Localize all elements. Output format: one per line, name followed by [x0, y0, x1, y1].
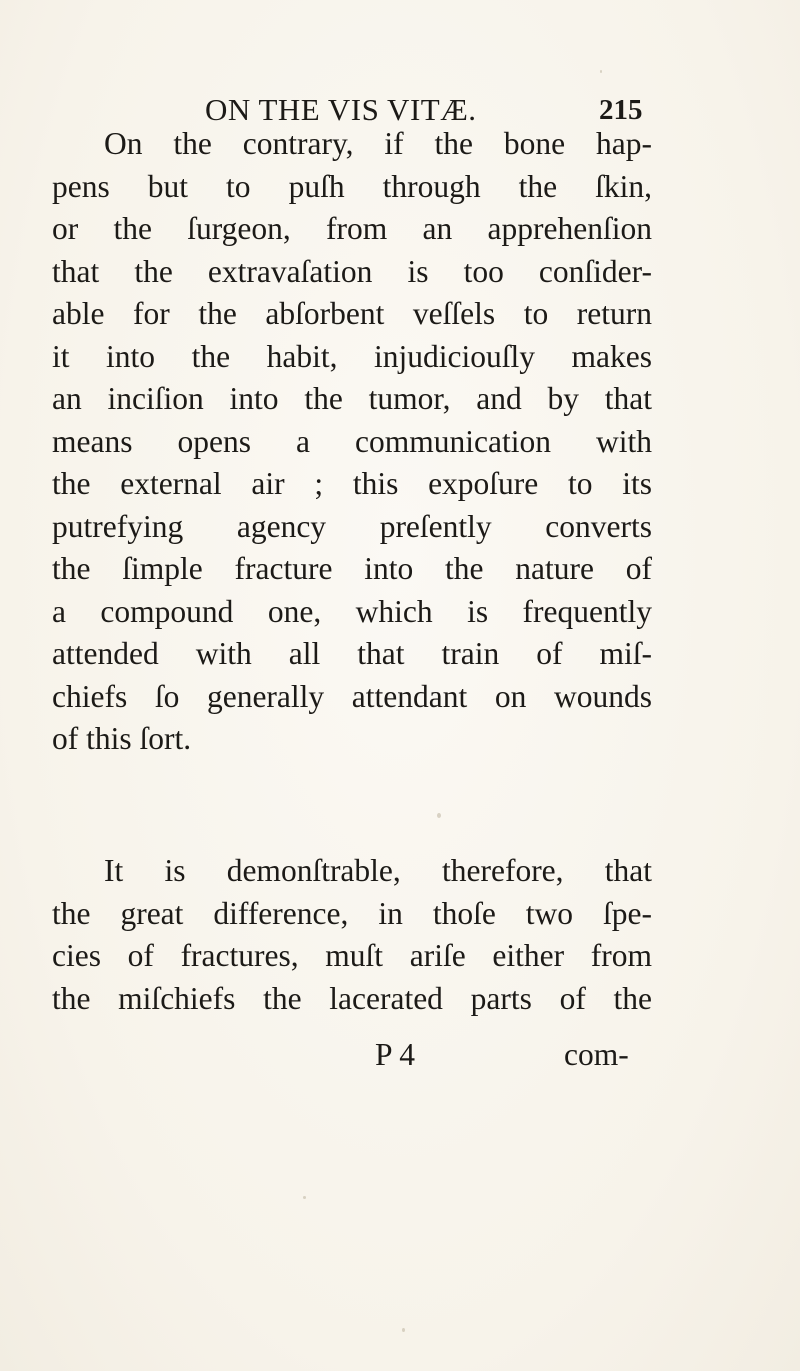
paragraph-2: [52, 850, 652, 1020]
text-line: the great difference, in thoſe two ſpe-: [52, 895, 652, 931]
text-line: It is demonſtrable, therefore, that: [104, 853, 652, 888]
text-line: it into the habit, injudiciouſly makes: [52, 338, 652, 374]
text-line: a compound one, which is frequently: [52, 593, 652, 629]
signature-mark: P 4: [375, 1037, 415, 1072]
catchline: [0, 1037, 800, 1081]
text-line: attended with all that train of miſ-: [52, 636, 652, 671]
catchword: com-: [564, 1037, 629, 1072]
paper-speck: [402, 1328, 405, 1332]
text-line: cies of fractures, muſt ariſe either from: [52, 938, 652, 973]
running-head: ON THE VIS VITÆ.: [205, 92, 477, 127]
text-line: On the contrary, if the bone hap-: [104, 126, 652, 161]
text-line: an inciſion into the tumor, and by that: [52, 381, 652, 416]
text-line: putrefying agency preſently converts: [52, 508, 652, 544]
text-line: of this ſort.: [52, 721, 192, 756]
text-line: chiefs ſo generally attendant on wounds: [52, 678, 652, 714]
page-number: 215: [599, 94, 643, 126]
text-line: that the extravaſation is too conſider-: [52, 253, 652, 289]
text-line: the ſimple fracture into the nature of: [52, 551, 652, 586]
paper-speck: [303, 1196, 306, 1199]
text-line: or the ſurgeon, from an apprehenſion: [52, 211, 652, 246]
text-line: the external air ; this expoſure to its: [52, 466, 652, 501]
text-line: pens but to puſh through the ſkin,: [52, 168, 652, 204]
paper-speck: [600, 70, 602, 73]
text-line: the miſchiefs the lacerated parts of the: [52, 980, 652, 1016]
paper-speck: [437, 813, 441, 818]
text-line: able for the abſorbent veſſels to return: [52, 296, 652, 331]
paragraph-1: [52, 123, 652, 761]
text-line: means opens a communication with: [52, 423, 652, 459]
